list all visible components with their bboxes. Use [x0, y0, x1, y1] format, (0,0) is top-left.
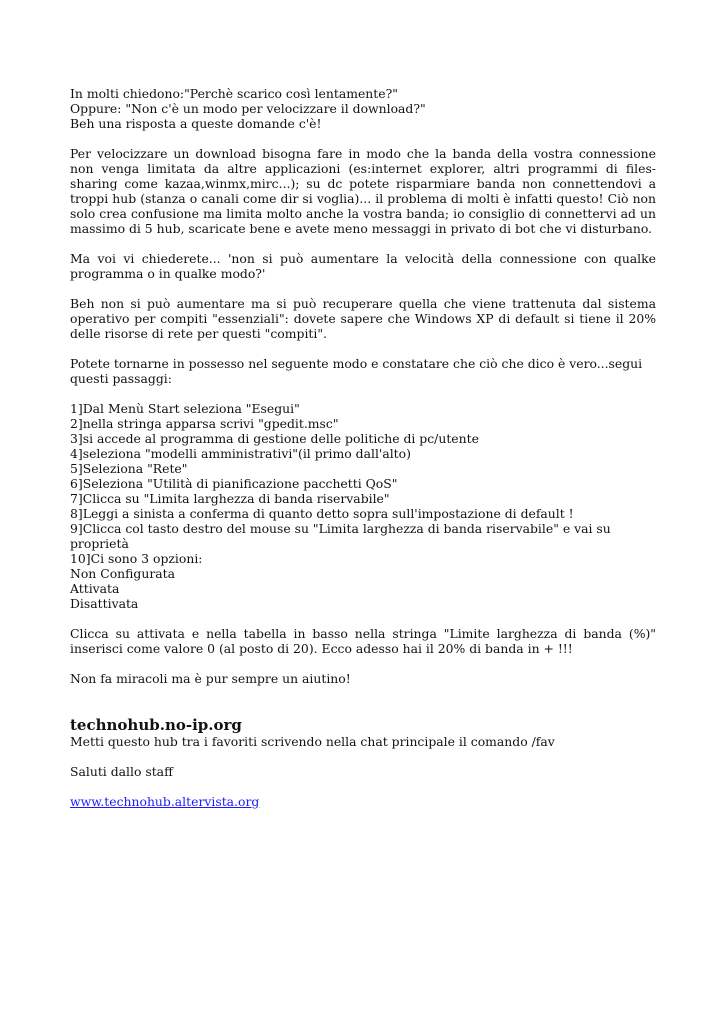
- paragraph-final-instruction: Clicca su attivata e nella tabella in basso nella stringa "Limite larghezza di banda (%)" inserisci come valore 0 (al posto di 20). Ecco adesso hai il 20% di banda in + !!!: [70, 626, 656, 656]
- step-item: 8]Leggi a sinista a conferma di quanto detto sopra sull'impostazione di default !: [70, 506, 574, 521]
- step-item: 9]Clicca col tasto destro del mouse su "Limita larghezza di banda riservabile" e vai su proprietà: [70, 521, 611, 551]
- option-item: Attivata: [70, 581, 120, 596]
- intro-line: In molti chiedono:"Perchè scarico così lentamente?": [70, 86, 398, 101]
- paragraph-closing: Non fa miracoli ma è pur sempre un aiutino!: [70, 671, 351, 686]
- step-item: 10]Ci sono 3 opzioni:: [70, 551, 203, 566]
- step-item: 3]si accede al programma di gestione delle politiche di pc/utente: [70, 431, 479, 446]
- website-link[interactable]: www.technohub.altervista.org: [70, 794, 260, 809]
- document-page: [70, 86, 656, 809]
- step-item: 2]nella stringa apparsa scrivi "gpedit.msc": [70, 416, 339, 431]
- intro-paragraph: [70, 86, 656, 131]
- hub-instructions: Metti questo hub tra i favoriti scrivendo nella chat principale il comando /fav: [70, 734, 555, 749]
- option-item: Disattivata: [70, 596, 139, 611]
- step-item: 5]Seleziona "Rete": [70, 461, 188, 476]
- paragraph-bandwidth-advice: Per velocizzare un download bisogna fare in modo che la banda della vostra connessione non venga limitata da altre applicazioni (es:internet explorer, altri programmi di files-sharing come kazaa,winmx,mirc...); su dc potete risparmiare banda non connettendovi a troppi hub (stanza o canali come dir si voglia)... il problema di molti è infatti questo! Ciò non solo crea confusione ma limita molto anche la vostra banda; io consiglio di connettervi ad un massimo di 5 hub, scaricate bene e avete meno messaggi in privato di bot che vi disturbano.: [70, 146, 656, 236]
- intro-line: Oppure: "Non c'è un modo per velocizzare il download?": [70, 101, 426, 116]
- step-item: 4]seleziona "modelli amministrativi"(il primo dall'alto): [70, 446, 411, 461]
- step-item: 7]Clicca su "Limita larghezza di banda riservabile": [70, 491, 390, 506]
- paragraph-steps-intro: Potete tornarne in possesso nel seguente modo e constatare che ciò che dico è vero...segui questi passaggi:: [70, 356, 643, 386]
- option-item: Non Configurata: [70, 566, 175, 581]
- step-item: 6]Seleziona "Utilità di pianificazione pacchetti QoS": [70, 476, 398, 491]
- step-item: 1]Dal Menù Start seleziona "Esegui": [70, 401, 300, 416]
- greeting: Saluti dallo staff: [70, 764, 173, 779]
- paragraph-windows-xp: Beh non si può aumentare ma si può recuperare quella che viene trattenuta dal sistema operativo per compiti "essenziali": dovete sapere che Windows XP di default si tiene il 20% delle risorse di rete per questi "compiti".: [70, 296, 656, 341]
- hub-title: technohub.no-ip.org: [70, 716, 242, 734]
- paragraph-question: Ma voi vi chiederete... 'non si può aumentare la velocità della connessione con qualke programma o in qualke modo?': [70, 251, 656, 281]
- steps-list: [70, 401, 656, 611]
- intro-line: Beh una risposta a queste domande c'è!: [70, 116, 322, 131]
